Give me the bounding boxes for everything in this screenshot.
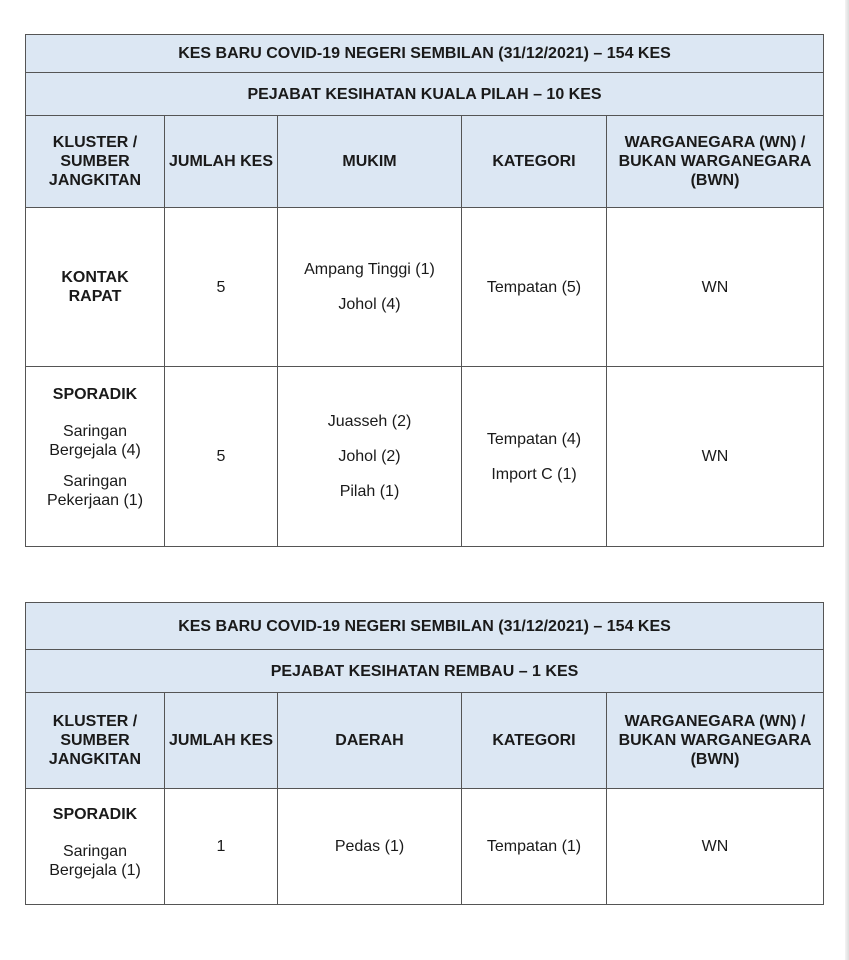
kuala-pilah-case-table xyxy=(25,34,824,547)
category-item: Import C (1) xyxy=(491,465,577,483)
table-row xyxy=(26,367,824,547)
area-item: Juasseh (2) xyxy=(327,413,412,430)
cluster-sub-item: Saringan Bergejala (4) xyxy=(49,423,141,459)
table-title: KES BARU COVID-19 NEGERI SEMBILAN (31/12/2021) – 154 KES xyxy=(26,35,824,73)
area-item: Pilah (1) xyxy=(339,483,400,500)
area-item: Johol (4) xyxy=(338,296,401,313)
area-cell xyxy=(278,367,462,547)
count-cell: 5 xyxy=(165,367,278,547)
cluster-label: SPORADIK xyxy=(52,806,138,823)
rembau-case-table xyxy=(25,602,824,905)
cluster-sub-item: Saringan Bergejala (1) xyxy=(49,843,141,879)
table-row xyxy=(26,208,824,367)
header-cluster: KLUSTER / SUMBER JANGKITAN xyxy=(26,693,165,789)
header-citizenship: WARGANEGARA (WN) / BUKAN WARGANEGARA (BWN) xyxy=(607,116,824,208)
cluster-cell: KONTAK RAPAT xyxy=(26,208,165,367)
header-area: DAERAH xyxy=(278,693,462,789)
page-edge-shadow xyxy=(845,0,849,960)
cluster-cell xyxy=(26,367,165,547)
area-item: Johol (2) xyxy=(338,448,401,465)
header-area: MUKIM xyxy=(278,116,462,208)
cluster-cell xyxy=(26,789,165,905)
category-item: Tempatan (1) xyxy=(486,838,582,855)
header-count: JUMLAH KES xyxy=(165,116,278,208)
cluster-sub-item: Saringan Pekerjaan (1) xyxy=(46,473,144,509)
table-title: KES BARU COVID-19 NEGERI SEMBILAN (31/12/2021) – 154 KES xyxy=(26,603,824,650)
count-cell: 1 xyxy=(165,789,278,905)
header-cluster: KLUSTER / SUMBER JANGKITAN xyxy=(26,116,165,208)
citizenship-cell: WN xyxy=(607,789,824,905)
table-row xyxy=(26,789,824,905)
office-title: PEJABAT KESIHATAN KUALA PILAH – 10 KES xyxy=(26,73,824,116)
area-item: Ampang Tinggi (1) xyxy=(304,261,435,278)
count-cell: 5 xyxy=(165,208,278,367)
area-cell xyxy=(278,789,462,905)
category-item: Tempatan (5) xyxy=(486,278,582,296)
citizenship-cell: WN xyxy=(607,367,824,547)
cluster-label: SPORADIK xyxy=(52,386,138,403)
category-cell xyxy=(462,208,607,367)
citizenship-cell: WN xyxy=(607,208,824,367)
category-item: Tempatan (4) xyxy=(486,430,582,448)
header-count: JUMLAH KES xyxy=(165,693,278,789)
office-title: PEJABAT KESIHATAN REMBAU – 1 KES xyxy=(26,650,824,693)
header-category: KATEGORI xyxy=(462,116,607,208)
category-cell xyxy=(462,789,607,905)
header-category: KATEGORI xyxy=(462,693,607,789)
category-cell xyxy=(462,367,607,547)
header-citizenship: WARGANEGARA (WN) / BUKAN WARGANEGARA (BWN) xyxy=(607,693,824,789)
area-item: Pedas (1) xyxy=(334,838,405,855)
area-cell xyxy=(278,208,462,367)
